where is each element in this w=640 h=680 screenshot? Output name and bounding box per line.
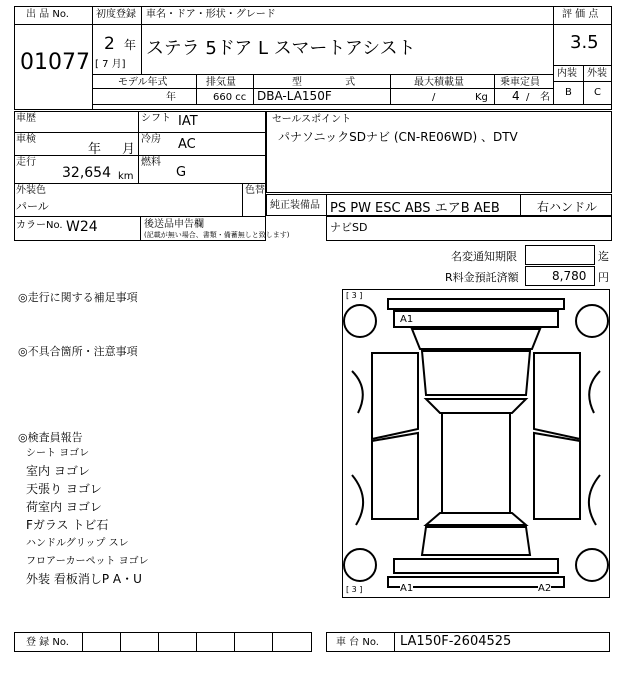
mark-a1-front: A1: [400, 314, 414, 325]
equipment: PS PW ESC ABS エアB AEB: [330, 201, 500, 216]
docs-box: [326, 216, 612, 241]
capacity: 4: [512, 89, 520, 103]
model-year-label: モデル年式: [118, 77, 168, 88]
capacity-sep: /: [526, 92, 530, 103]
reg-month: [ 7 月]: [95, 59, 126, 70]
ac-label: 冷房: [141, 134, 161, 145]
score-label: 評 価 点: [562, 9, 599, 20]
max-load-label: 最大積載量: [414, 77, 464, 88]
displacement: 660 cc: [213, 92, 247, 103]
notice-label: 名変通知期限: [451, 250, 517, 263]
driving-title: ◎走行に関する補足事項: [18, 291, 138, 304]
car-outline-icon: [342, 289, 610, 598]
model-year-unit: 年: [166, 92, 176, 103]
inspection-month: 月: [122, 142, 136, 157]
reg-year-unit: 年: [124, 38, 137, 52]
max-load-slash: /: [432, 92, 436, 103]
history-label: 車歴: [16, 113, 36, 124]
chassis-number: LA150F-2604525: [400, 634, 512, 649]
color-no: W24: [66, 219, 98, 235]
reg-label: 登 録 No.: [26, 637, 69, 648]
type-code: DBA-LA150F: [257, 89, 332, 103]
recycle-label: R料金預託済額: [445, 271, 519, 284]
fuel-label: 燃料: [141, 157, 161, 168]
color-label: 外装色: [16, 185, 46, 196]
list-item: ハンドルグリップ スレ: [26, 538, 129, 549]
mileage-unit: km: [118, 171, 134, 182]
mileage: 32,654: [62, 165, 111, 181]
exterior-grade: C: [594, 87, 601, 98]
docs-value: ナビSD: [330, 221, 368, 234]
interior-grade: B: [565, 87, 572, 98]
max-load-unit: Kg: [475, 92, 488, 103]
mark-a2-rear: A2: [538, 583, 552, 594]
handle-side: 右ハンドル: [537, 200, 598, 214]
ac: AC: [178, 137, 196, 152]
inspector-list: [26, 446, 149, 587]
list-item: 荷室内 ヨゴレ: [26, 500, 102, 514]
tag-rear: [ 3 ]: [346, 585, 363, 594]
shift-label: シフト: [141, 113, 171, 124]
list-item: 外装 看板消しP A・U: [26, 572, 142, 586]
capacity-label: 乗車定員: [500, 77, 540, 88]
list-item: フロアーカーペット ヨゴレ: [26, 556, 149, 567]
list-item: Fガラス トビ石: [26, 518, 109, 532]
type-label: 型 式: [292, 77, 356, 88]
fuel: G: [176, 165, 187, 180]
reg-year: 2: [104, 34, 115, 54]
list-item: 天張り ヨゴレ: [26, 482, 102, 496]
lot-number: 01077: [20, 50, 90, 75]
lot-label: 出 品 No.: [26, 9, 69, 20]
docs-label: 後送品申告欄: [144, 219, 204, 230]
color-change-label: 色替: [245, 185, 265, 196]
first-reg-label: 初度登録: [96, 9, 136, 20]
list-item: 室内 ヨゴレ: [26, 464, 90, 478]
notice-unit: 迄: [598, 250, 609, 263]
sales-point: パナソニックSDナビ (CN-RE06WD) 、DTV: [278, 130, 518, 144]
exterior-label: 外装: [587, 68, 607, 79]
shift: IAT: [178, 114, 198, 129]
inspection-label: 車検: [16, 134, 36, 145]
score: 3.5: [570, 32, 599, 53]
notice-box: [525, 245, 595, 265]
sales-point-label: セールスポイント: [272, 114, 352, 125]
displacement-label: 排気量: [206, 77, 236, 88]
mileage-label: 走行: [16, 157, 36, 168]
mark-a1-rear: A1: [400, 583, 414, 594]
docs-note: (記載が無い場合、書類・備蓄無しと致します): [144, 231, 290, 239]
tag-front: [ 3 ]: [346, 291, 363, 300]
equipment-label: 純正装備品: [270, 200, 320, 211]
capacity-unit: 名: [540, 92, 550, 103]
car-name: ステラ 5ドア L スマートアシスト: [146, 38, 416, 59]
recycle: 8,780: [552, 269, 587, 283]
inspector-title: ◎検査員報告: [18, 431, 83, 444]
list-item: シート ヨゴレ: [26, 448, 90, 459]
interior-label: 内装: [557, 68, 577, 79]
inspection-year: 年: [88, 142, 102, 157]
chassis-label: 車 台 No.: [336, 637, 379, 648]
defects-title: ◎不具合箇所・注意事項: [18, 345, 138, 358]
car-name-label: 車名・ドア・形状・グレード: [146, 9, 276, 20]
color-no-label: カラーNo.: [16, 220, 63, 231]
color: パール: [16, 200, 49, 213]
recycle-unit: 円: [598, 271, 609, 284]
